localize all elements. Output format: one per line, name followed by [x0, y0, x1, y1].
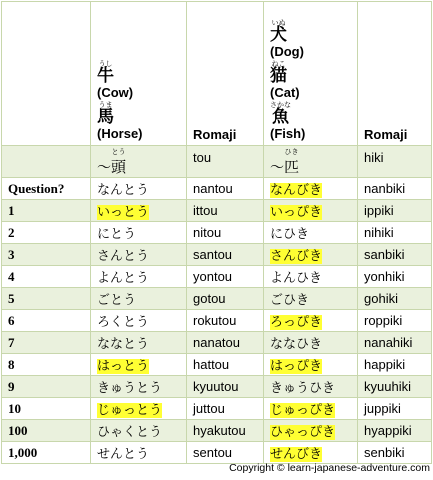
table-row [2, 332, 432, 354]
large-counter-kana-cell [91, 310, 187, 332]
small-counter-romaji-cell [358, 354, 432, 376]
animal-english: (Cat) [270, 85, 300, 100]
row-label: 2 [8, 224, 15, 240]
small-counter-romaji-cell [358, 332, 432, 354]
header-romaji-2: Romaji [358, 2, 432, 146]
header-empty-cell [2, 2, 91, 146]
row-label: Question? [8, 180, 65, 196]
animal-english: (Cow) [97, 85, 134, 100]
suffix-large-romaji: tou [187, 146, 264, 178]
large-counter-romaji-cell [187, 244, 264, 266]
large-counter-romaji: santou [193, 247, 233, 262]
large-counter-romaji-cell [187, 310, 264, 332]
large-counter-kana-cell [91, 244, 187, 266]
small-counter-romaji: sanbiki [364, 247, 405, 262]
tilde-symbol: ～ [97, 160, 111, 176]
small-counter-romaji: juppiki [364, 401, 401, 416]
header-animal-col2-1 [97, 101, 186, 126]
row-label: 7 [8, 334, 15, 350]
large-counter-romaji-cell [187, 332, 264, 354]
large-counter-kana: さんとう [97, 249, 150, 264]
large-counter-kana: よんとう [97, 271, 150, 286]
furigana: さかな [270, 101, 291, 109]
suffix-empty-cell [2, 146, 91, 178]
small-counter-romaji-cell [358, 420, 432, 442]
row-label: 100 [8, 422, 28, 438]
small-counter-kana-cell [264, 442, 358, 464]
small-counter-romaji-cell [358, 200, 432, 222]
small-counter-romaji: ippiki [364, 203, 394, 218]
small-counter-romaji-cell [358, 178, 432, 200]
large-counter-romaji: kyuutou [193, 379, 239, 394]
large-counter-kana-cell [91, 178, 187, 200]
small-counter-kana: にひき [270, 227, 310, 242]
small-counter-romaji-cell [358, 376, 432, 398]
small-counter-kana-cell [264, 244, 358, 266]
row-label: 1 [8, 202, 15, 218]
small-counter-romaji-cell [358, 244, 432, 266]
small-counter-kana-cell [264, 420, 358, 442]
table-row [2, 244, 432, 266]
large-counter-kana-cell [91, 398, 187, 420]
furigana: ひき [284, 148, 299, 156]
small-counter-kana-cell [264, 222, 358, 244]
animal-english: (Dog) [270, 44, 304, 59]
header-romaji-1: Romaji [187, 2, 264, 146]
large-counter-kana-cell [91, 442, 187, 464]
furigana: いぬ [271, 19, 286, 27]
small-counter-kana-cell [264, 266, 358, 288]
small-counter-kana-cell [264, 178, 358, 200]
large-counter-romaji: sentou [193, 445, 233, 460]
counter-table [1, 1, 432, 464]
small-counter-kana: よんひき [270, 271, 323, 286]
small-counter-kana-cell [264, 288, 358, 310]
large-counter-kana-cell [91, 354, 187, 376]
large-counter-romaji-cell [187, 200, 264, 222]
large-counter-kana: せんとう [97, 447, 150, 462]
row-label: 4 [8, 268, 15, 284]
small-counter-kana: ごひき [270, 293, 310, 308]
small-counter-romaji-cell [358, 266, 432, 288]
row-label-cell [2, 420, 91, 442]
small-counter-romaji: happiki [364, 357, 406, 372]
large-counter-kana-cell [91, 376, 187, 398]
table-row [2, 376, 432, 398]
row-label-cell [2, 200, 91, 222]
large-counter-romaji-cell [187, 222, 264, 244]
small-counter-romaji: nanbiki [364, 181, 406, 196]
header-row [2, 2, 432, 146]
row-label-cell [2, 266, 91, 288]
suffix-row [2, 146, 432, 178]
copyright-text: Copyright © learn-japanese-adventure.com [229, 462, 430, 474]
row-label-cell [2, 310, 91, 332]
small-counter-kana: ろっぴき [270, 315, 323, 330]
large-counter-kana: ななとう [97, 337, 150, 352]
small-counter-kana: ななひき [270, 337, 323, 352]
large-counter-romaji: nitou [193, 225, 222, 240]
row-label: 10 [8, 400, 21, 416]
table-row [2, 310, 432, 332]
small-counter-kana-cell [264, 354, 358, 376]
large-counter-kana: じゅっとう [97, 403, 163, 418]
row-label-cell [2, 332, 91, 354]
animal-kanji: 馬 [97, 107, 114, 127]
small-counter-kana-cell [264, 398, 358, 420]
large-counter-romaji: gotou [193, 291, 226, 306]
table-row [2, 420, 432, 442]
small-counter-kana-cell [264, 376, 358, 398]
row-label-cell [2, 244, 91, 266]
large-counter-romaji-cell [187, 354, 264, 376]
table-row [2, 354, 432, 376]
large-counter-kana: ひゃくとう [97, 425, 163, 440]
animal-kanji: 犬 [270, 25, 287, 45]
table-row [2, 288, 432, 310]
table-row [2, 222, 432, 244]
large-counter-kana-cell [91, 200, 187, 222]
animal-kanji: 牛 [97, 66, 114, 86]
small-counter-kana: せんびき [270, 447, 323, 462]
counter-kanji: 匹 [284, 158, 300, 176]
row-label-cell [2, 222, 91, 244]
row-label-cell [2, 442, 91, 464]
row-label: 9 [8, 378, 15, 394]
large-counter-romaji: nantou [193, 181, 233, 196]
furigana: ねこ [271, 60, 286, 68]
large-counter-romaji: hyakutou [193, 423, 246, 438]
large-counter-romaji: hattou [193, 357, 230, 372]
header-small-animals [264, 2, 358, 146]
suffix-small-romaji: hiki [358, 146, 432, 178]
small-counter-romaji: yonhiki [364, 269, 405, 284]
table-row [2, 398, 432, 420]
small-counter-romaji-cell [358, 310, 432, 332]
table-row [2, 178, 432, 200]
small-counter-kana: きゅうひき [270, 381, 336, 396]
furigana: とう [111, 148, 126, 156]
suffix-small-counter [264, 146, 358, 178]
row-label-cell [2, 376, 91, 398]
animal-kanji: 猫 [270, 66, 287, 86]
counter-kanji: 頭 [111, 158, 127, 176]
large-counter-romaji-cell [187, 178, 264, 200]
small-counter-kana: はっぴき [270, 359, 323, 374]
row-label: 5 [8, 290, 15, 306]
row-label-cell [2, 398, 91, 420]
small-counter-romaji: roppiki [364, 313, 403, 328]
table-row [2, 442, 432, 464]
row-label: 1,000 [8, 444, 38, 460]
small-counter-romaji-cell [358, 398, 432, 420]
row-label-cell [2, 354, 91, 376]
small-counter-romaji: kyuuhiki [364, 379, 411, 394]
header-animal-col2-0 [97, 60, 186, 85]
row-label: 3 [8, 246, 15, 262]
small-counter-romaji: nihiki [364, 225, 394, 240]
large-counter-romaji: yontou [193, 269, 233, 284]
small-counter-romaji-cell [358, 288, 432, 310]
header-animal-col4-0 [270, 19, 357, 44]
row-label-cell [2, 288, 91, 310]
animal-english: (Horse) [97, 126, 143, 141]
large-counter-kana-cell [91, 332, 187, 354]
large-counter-romaji-cell [187, 266, 264, 288]
large-counter-kana: なんとう [97, 183, 150, 198]
tilde-symbol: ～ [270, 160, 284, 176]
small-counter-kana: ひゃっぴき [270, 425, 336, 440]
small-counter-kana: いっぴき [270, 205, 323, 220]
small-counter-romaji-cell [358, 442, 432, 464]
animal-kanji: 魚 [272, 107, 289, 127]
table-row [2, 200, 432, 222]
suffix-large-counter [91, 146, 187, 178]
small-counter-kana: さんびき [270, 249, 323, 264]
row-label: 8 [8, 356, 15, 372]
small-counter-romaji: senbiki [364, 445, 405, 460]
small-counter-romaji: gohiki [364, 291, 398, 306]
large-counter-romaji-cell [187, 376, 264, 398]
furigana: うま [98, 101, 113, 109]
large-counter-kana: にとう [97, 227, 137, 242]
small-counter-kana: じゅっぴき [270, 403, 336, 418]
row-label: 6 [8, 312, 15, 328]
large-counter-kana: ろくとう [97, 315, 150, 330]
large-counter-romaji-cell [187, 420, 264, 442]
large-counter-romaji-cell [187, 288, 264, 310]
large-counter-kana-cell [91, 420, 187, 442]
large-counter-kana: きゅうとう [97, 381, 163, 396]
large-counter-kana-cell [91, 288, 187, 310]
header-animal-col4-2 [270, 101, 357, 126]
large-counter-romaji: ittou [193, 203, 218, 218]
large-counter-kana: はっとう [97, 359, 150, 374]
large-counter-kana-cell [91, 222, 187, 244]
large-counter-romaji: rokutou [193, 313, 237, 328]
header-animal-col4-1 [270, 60, 357, 85]
small-counter-kana-cell [264, 310, 358, 332]
animal-english: (Fish) [270, 126, 306, 141]
small-counter-romaji: hyappiki [364, 423, 412, 438]
small-counter-kana-cell [264, 200, 358, 222]
large-counter-romaji: nanatou [193, 335, 240, 350]
large-counter-kana-cell [91, 266, 187, 288]
small-counter-romaji-cell [358, 222, 432, 244]
table-row [2, 266, 432, 288]
small-counter-romaji: nanahiki [364, 335, 413, 350]
small-counter-kana-cell [264, 332, 358, 354]
furigana: うし [98, 60, 113, 68]
large-counter-kana: ごとう [97, 293, 137, 308]
large-counter-romaji-cell [187, 442, 264, 464]
large-counter-romaji: juttou [193, 401, 225, 416]
header-large-animals [91, 2, 187, 146]
large-counter-kana: いっとう [97, 205, 150, 220]
row-label-cell [2, 178, 91, 200]
small-counter-kana: なんびき [270, 183, 323, 198]
large-counter-romaji-cell [187, 398, 264, 420]
